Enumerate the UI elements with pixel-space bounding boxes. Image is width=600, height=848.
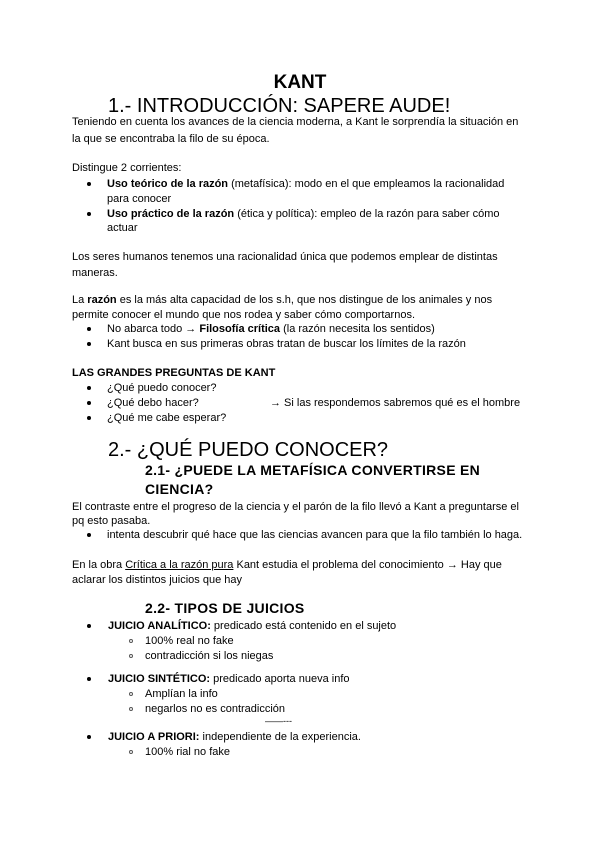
bold-text: Uso práctico de la razón: [107, 208, 235, 220]
list-item: [108, 619, 396, 633]
subsection-2-1-heading: 2.1- ¿PUEDE LA METAFÍSICA CONVERTIRSE EN: [145, 462, 481, 478]
bullet-icon: [87, 735, 91, 739]
book-title-link[interactable]: Crítica a la razón pura: [125, 559, 234, 571]
sub-bullet-icon: [129, 750, 133, 754]
subsection-2-1-heading-cont: CIENCIA?: [145, 481, 214, 497]
bold-text: Filosofía crítica: [199, 323, 281, 335]
paragraph: permite conocer el mundo que nos rodea y saber cómo comportarnos.: [72, 309, 416, 321]
sub-list-item: contradicción si los niegas: [145, 650, 274, 662]
text: independiente de la experiencia.: [199, 731, 361, 743]
sub-bullet-icon: [129, 639, 133, 643]
document-title: KANT: [273, 72, 327, 93]
text: (ética y política): empleo de la razón para saber cómo: [234, 208, 500, 220]
separator: ——---: [265, 716, 292, 726]
bold-text: JUICIO SINTÉTICO:: [108, 673, 211, 685]
list-item: [108, 730, 361, 744]
bullet-icon: [87, 342, 91, 346]
sub-list-item: Amplían la info: [145, 688, 218, 700]
paragraph: pq esto pasaba.: [72, 515, 151, 527]
sub-list-item: 100% rial no fake: [145, 746, 230, 758]
paragraph: Teniendo en cuenta los avances de la ciencia moderna, a Kant le sorprendía la situación en: [72, 116, 519, 128]
list-item: [107, 322, 435, 336]
bullet-icon: [87, 401, 91, 405]
list-item-continuation: actuar: [107, 222, 138, 234]
list-item: [107, 177, 504, 191]
list-item: [107, 207, 500, 221]
paragraph: aclarar los distintos juicios que hay: [72, 574, 242, 586]
list-item: ¿Qué puedo conocer?: [107, 382, 217, 394]
list-item-continuation: para conocer: [107, 193, 172, 205]
bullet-icon: [87, 416, 91, 420]
sub-bullet-icon: [129, 654, 133, 658]
list-item: [108, 672, 350, 686]
list-item: ¿Qué debo hacer?: [107, 397, 199, 409]
bullet-icon: [87, 677, 91, 681]
paragraph: [72, 558, 502, 572]
text: Kant estudia el problema del conocimiento → Hay que: [233, 559, 502, 571]
bullet-icon: [87, 624, 91, 628]
subsection-2-2-heading: 2.2- TIPOS DE JUICIOS: [145, 600, 305, 616]
sub-list-item: 100% real no fake: [145, 635, 234, 647]
preguntas-heading: LAS GRANDES PREGUNTAS DE KANT: [72, 367, 276, 379]
section-1-heading: 1.- INTRODUCCIÓN: SAPERE AUDE!: [108, 95, 451, 117]
sub-list-item: negarlos no es contradicción: [145, 703, 286, 715]
text: La: [72, 294, 88, 306]
paragraph: maneras.: [72, 267, 118, 279]
bullet-icon: [87, 212, 91, 216]
bold-text: JUICIO A PRIORI:: [108, 731, 200, 743]
bold-text: razón: [87, 294, 117, 306]
paragraph: El contraste entre el progreso de la ciencia y el parón de la filo llevó a Kant a preguntarse el: [72, 501, 519, 513]
paragraph: [72, 293, 492, 307]
list-item: Kant busca en sus primeras obras tratan de buscar los límites de la razón: [107, 338, 466, 350]
list-item: ¿Qué me cabe esperar?: [107, 412, 227, 424]
list-item: intenta descubrir qué hace que las ciencias avancen para que la filo también lo haga.: [107, 529, 523, 541]
bullet-icon: [87, 182, 91, 186]
text: (metafísica): modo en el que empleamos la racionalidad: [228, 178, 505, 190]
text: (la razón necesita los sentidos): [280, 323, 435, 335]
paragraph: la que se encontraba la filo de su época.: [72, 133, 270, 145]
text: es la más alta capacidad de los s.h, que nos distingue de los animales y nos: [116, 294, 493, 306]
paragraph: Distingue 2 corrientes:: [72, 162, 182, 174]
sub-bullet-icon: [129, 707, 133, 711]
bullet-icon: [87, 533, 91, 537]
bullet-icon: [87, 327, 91, 331]
bullet-icon: [87, 386, 91, 390]
text: predicado está contenido en el sujeto: [210, 620, 397, 632]
section-2-heading: 2.- ¿QUÉ PUEDO CONOCER?: [108, 439, 389, 461]
sub-bullet-icon: [129, 692, 133, 696]
bold-text: Uso teórico de la razón: [107, 178, 229, 190]
paragraph: Los seres humanos tenemos una racionalidad única que podemos emplear de distintas: [72, 251, 498, 263]
preguntas-note: → Si las respondemos sabremos qué es el hombre: [270, 397, 521, 409]
text: predicado aporta nueva info: [210, 673, 350, 685]
bold-text: JUICIO ANALÍTICO:: [108, 620, 211, 632]
text: En la obra: [72, 559, 126, 571]
text: No abarca todo →: [107, 323, 200, 335]
